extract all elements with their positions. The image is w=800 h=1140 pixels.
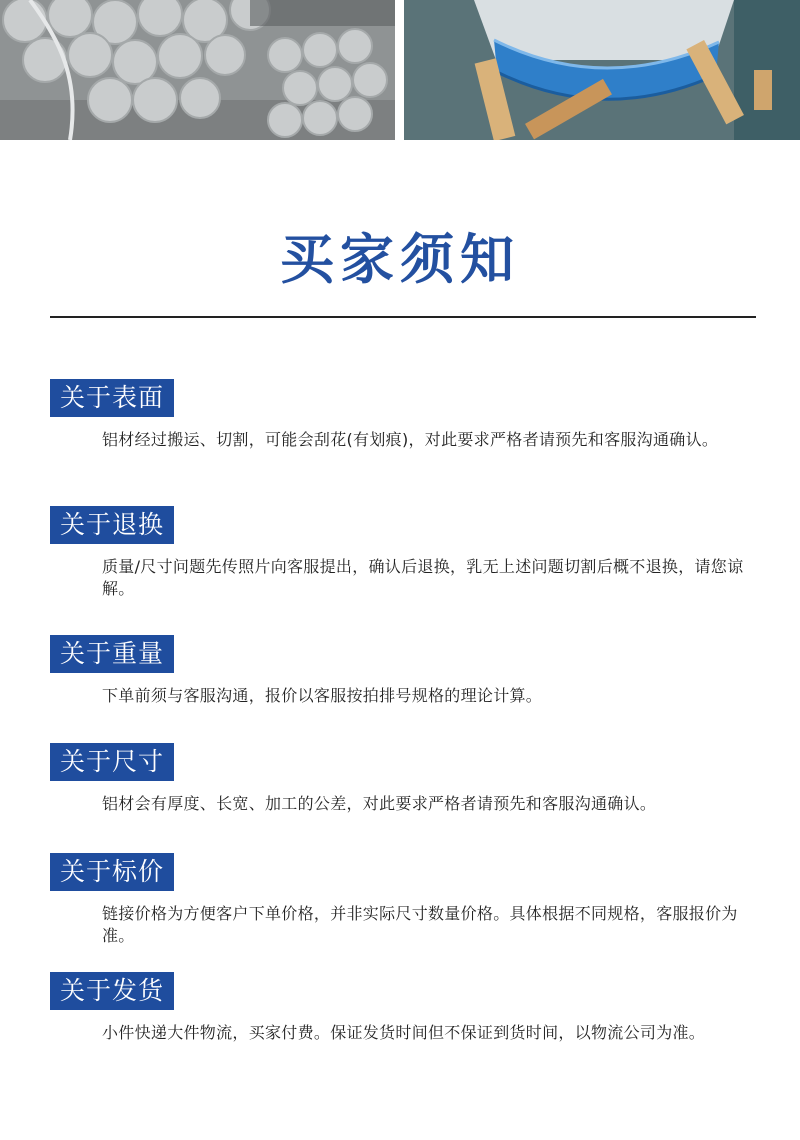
section-heading: 关于表面 bbox=[50, 379, 174, 417]
section-heading: 关于尺寸 bbox=[50, 743, 174, 781]
section-text: 小件快递大件物流，买家付费。保证发货时间但不保证到货时间，以物流公司为准。 bbox=[102, 1023, 706, 1042]
section-text: 下单前须与客服沟通，报价以客服按拍排号规格的理论计算。 bbox=[102, 686, 543, 705]
section-heading: 关于标价 bbox=[50, 853, 174, 891]
page-title: 买家须知 bbox=[280, 228, 520, 291]
section-heading: 关于退换 bbox=[50, 506, 174, 544]
header-photos bbox=[0, 0, 800, 140]
title-divider bbox=[50, 316, 756, 318]
aluminum-coil-photo bbox=[404, 0, 800, 140]
section-heading: 关于重量 bbox=[50, 635, 174, 673]
section-text: 链接价格为方便客户下单价格，并非实际尺寸数量价格。具体根据不同规格，客服报价为准。 bbox=[102, 904, 738, 945]
section-text: 铝材会有厚度、长宽、加工的公差，对此要求严格者请预先和客服沟通确认。 bbox=[102, 794, 657, 813]
section-text: 铝材经过搬运、切割，可能会刮花(有划痕)，对此要求严格者请预先和客服沟通确认。 bbox=[102, 430, 719, 449]
section-text: 质量/尺寸问题先传照片向客服提出，确认后退换，乳无上述问题切割后概不退换，请您谅解。 bbox=[102, 557, 744, 598]
aluminum-bars-photo bbox=[0, 0, 395, 140]
section-heading: 关于发货 bbox=[50, 972, 174, 1010]
